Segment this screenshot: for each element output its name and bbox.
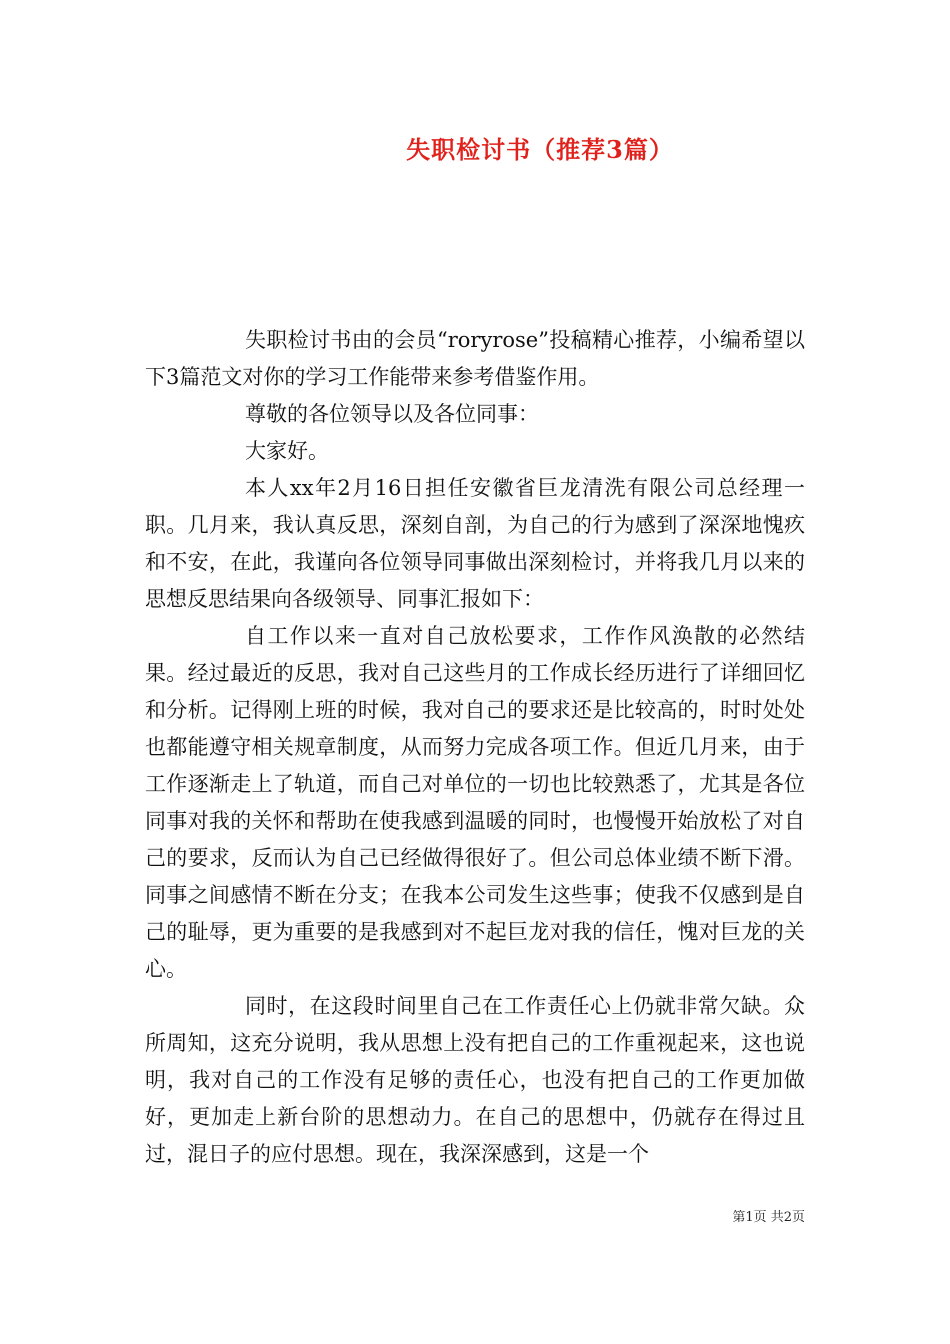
salutation: 尊敬的各位领导以及各位同事： xyxy=(245,402,539,426)
body-paragraph: 本人xx年2月16日担任安徽省巨龙清洗有限公司总经理一职。几月来，我认真反思，深刻自剖，为自己的行为感到了深深地愧疚和不安，在此，我谨向各位领导同事做出深刻检讨，并将我几月以来的思想反思结果向各级领导、同事汇报如下： xyxy=(145,476,805,611)
page-number: 第1页 共2页 xyxy=(732,1210,805,1225)
intro-paragraph: 失职检讨书由的会员“roryrose”投稿精心推荐，小编希望以下3篇范文对你的学习工作能带来参考借鉴作用。 xyxy=(145,328,805,389)
document-title: 失职检讨书（推荐3篇） xyxy=(406,135,674,164)
body-paragraph: 同时，在这段时间里自己在工作责任心上仍就非常欠缺。众所周知，这充分说明，我从思想上没有把自己的工作重视起来，这也说明，我对自己的工作没有足够的责任心，也没有把自己的工作更加做好，更加走上新台阶的思想动力。在自己的思想中，仍就存在得过且过，混日子的应付思想。现在，我深深感到，这是一个 xyxy=(145,994,805,1166)
document-body xyxy=(145,322,805,1173)
body-paragraph: 自工作以来一直对自己放松要求，工作作风涣散的必然结果。经过最近的反思，我对自己这些月的工作成长经历进行了详细回忆和分析。记得刚上班的时候，我对自己的要求还是比较高的，时时处处也都能遵守相关规章制度，从而努力完成各项工作。但近几月来，由于工作逐渐走上了轨道，而自己对单位的一切也比较熟悉了，尤其是各位同事对我的关怀和帮助在使我感到温暖的同时，也慢慢开始放松了对自己的要求，反而认为自己已经做得很好了。但公司总体业绩不断下滑。同事之间感情不断在分支；在我本公司发生这些事；使我不仅感到是自己的耻辱，更为重要的是我感到对不起巨龙对我的信任，愧对巨龙的关心。 xyxy=(145,624,805,981)
greeting: 大家好。 xyxy=(245,439,329,463)
